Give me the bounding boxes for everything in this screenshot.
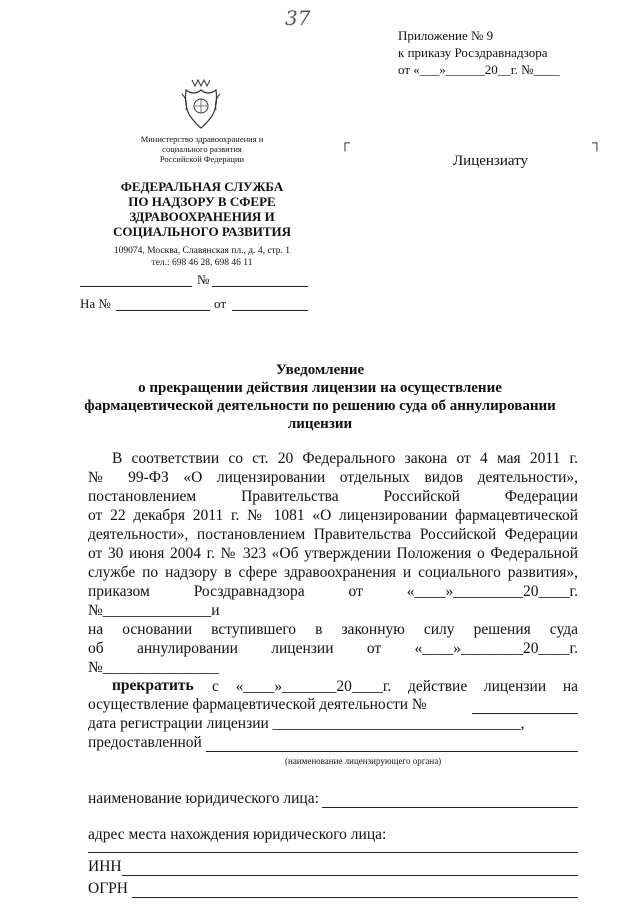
body-line-13: с «____»_______20____г. действие лицензии на <box>212 678 578 695</box>
document-title-line-4: лицензии <box>287 416 353 432</box>
reply-to-label: На № <box>80 296 111 311</box>
legal-address-field <box>88 852 578 853</box>
licensing-authority-caption: (наименование лицензирующего органа) <box>285 756 442 766</box>
address-line-1: 109074, Москва, Славянская пл., д. 4, стр. 1 <box>113 246 291 256</box>
body-line-1: В соответствии со ст. 20 Федерального закона от 4 мая 2011 г. <box>112 450 578 467</box>
terminate-word: прекратить <box>112 677 194 694</box>
address-bracket-left: ┌ <box>340 136 350 151</box>
recipient-label: Лицензиату <box>453 153 528 169</box>
body-line-16: предоставленной <box>88 734 202 751</box>
body-line-5: деятельности», постановлением Правительства Российской Федерации <box>88 526 578 543</box>
body-line-9: №______________и <box>88 602 220 619</box>
body-line-6: от 30 июня 2004 г. № 323 «Об утверждении Положения о Федеральной <box>88 545 578 562</box>
appendix-line-2: к приказу Росздравнадзора <box>398 45 548 60</box>
body-line-7: службе по надзору в сфере здравоохранения и социального развития», <box>88 564 578 581</box>
inn-label: ИНН <box>88 858 122 875</box>
body-line-12: №_______________ <box>88 659 220 676</box>
appendix-line-1: Приложение № 9 <box>398 28 494 43</box>
service-name-line-3: ЗДРАВООХРАНЕНИЯ И <box>129 209 275 224</box>
body-line-4: от 22 декабря 2011 г. № 1081 «О лицензировании фармацевтической <box>88 507 578 524</box>
licensing-authority-field <box>206 751 578 752</box>
legal-name-label: наименование юридического лица: <box>88 790 319 807</box>
body-line-11: об аннулировании лицензии от «____»________20____г. <box>88 640 578 657</box>
coat-of-arms-icon <box>178 76 224 130</box>
ministry-name-line-2: социального развития <box>162 144 242 154</box>
address-bracket-right: ┐ <box>592 136 602 151</box>
body-line-14: осуществление фармацевтической деятельности № <box>88 696 427 713</box>
address-line-2: тел.: 698 46 28, 698 46 11 <box>151 258 253 268</box>
appendix-line-3: от «___»______20__г. №____ <box>398 62 560 77</box>
reply-to-number-field <box>116 310 210 311</box>
document-title-line-3: фармацевтической деятельности по решению суда об аннулировании <box>84 398 556 414</box>
outgoing-number-label: № <box>197 272 210 287</box>
license-number-field <box>472 713 578 714</box>
outgoing-number-underline <box>80 286 192 287</box>
reply-date-field <box>232 310 308 311</box>
service-name-line-1: ФЕДЕРАЛЬНАЯ СЛУЖБА <box>120 179 284 194</box>
service-name-line-2: ПО НАДЗОРУ В СФЕРЕ <box>128 194 276 209</box>
ministry-name-line-3: Российской Федерации <box>159 154 245 164</box>
ministry-name-line-1: Министерство здравоохранения и <box>140 134 264 144</box>
legal-address-label: адрес места нахождения юридического лица: <box>88 826 387 843</box>
legal-name-field <box>322 807 578 808</box>
reply-date-label: от <box>214 296 227 311</box>
outgoing-number-field <box>212 286 308 287</box>
body-line-15: дата регистрации лицензии ________________________________, <box>88 715 525 732</box>
ogrn-label: ОГРН <box>88 880 128 897</box>
service-name-line-4: СОЦИАЛЬНОГО РАЗВИТИЯ <box>112 224 292 239</box>
document-title-line-2: о прекращении действия лицензии на осуществление <box>138 380 502 396</box>
ogrn-field <box>132 897 578 898</box>
page-number: 37 <box>285 6 311 30</box>
body-line-2: № 99-ФЗ «О лицензировании отдельных видов деятельности», <box>88 469 578 486</box>
document-title: Уведомление <box>275 362 365 378</box>
body-line-3: постановлением Правительства Российской Федерации <box>88 488 578 505</box>
body-line-8: приказом Росздравнадзора от «____»_________20____г. <box>88 583 578 600</box>
inn-field <box>122 875 578 876</box>
body-line-10: на основании вступившего в законную силу решения суда <box>88 621 578 638</box>
